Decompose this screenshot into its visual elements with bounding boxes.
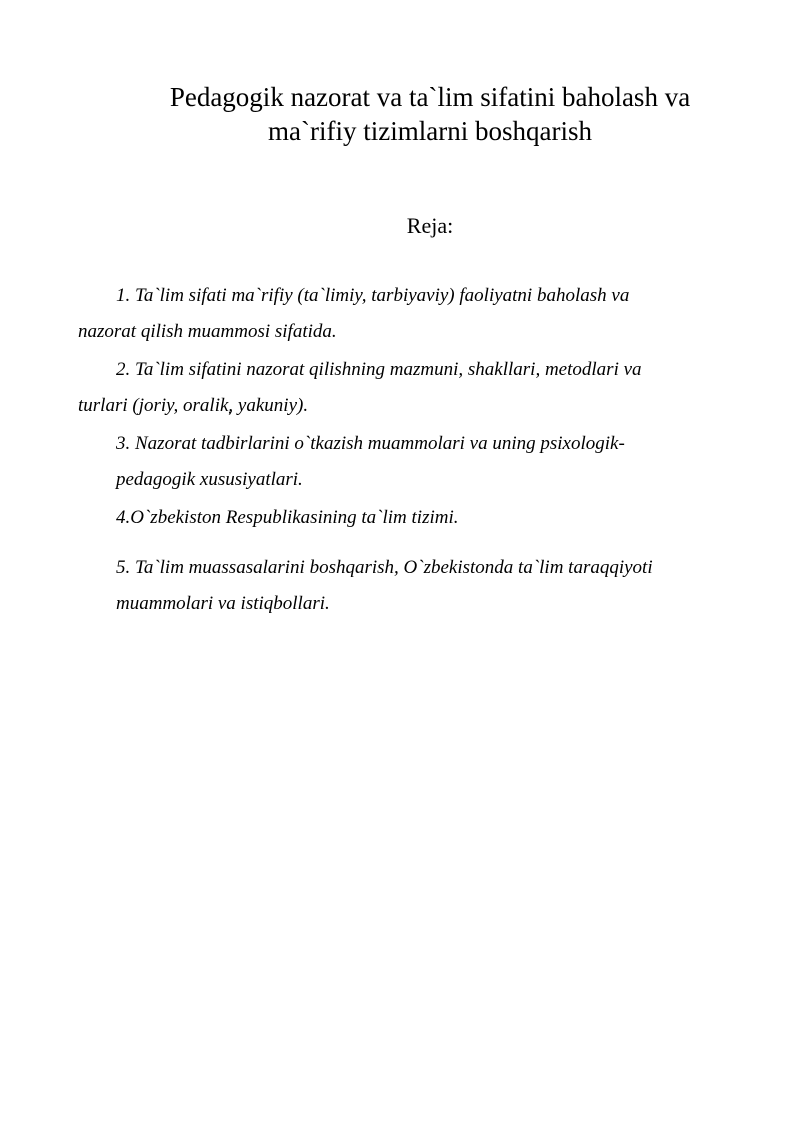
- plan-item-3-line-1: 3. Nazorat tadbirlarini o`tkazish muammolari va uning psixologik-: [116, 433, 625, 454]
- plan-item-1-line-2: nazorat qilish muammosi sifatida.: [78, 321, 337, 342]
- document-title-line-1: Pedagogik nazorat va ta`lim sifatini baholash va: [169, 82, 691, 112]
- plan-heading: Reja:: [406, 213, 454, 238]
- plan-item-4-line-1: 4.O`zbekiston Respublikasining ta`lim tizimi.: [116, 507, 459, 528]
- plan-item-5-line-2: muammolari va istiqbollari.: [116, 593, 330, 614]
- plan-item-3-line-2: pedagogik xususiyatlari.: [116, 469, 303, 490]
- document-title-line-2: ma`rifiy tizimlarni boshqarish: [268, 116, 592, 146]
- plan-item-2-line-1: 2. Ta`lim sifatini nazorat qilishning mazmuni, shakllari, metodlari va: [116, 359, 642, 380]
- plan-item-1-line-1: 1. Ta`lim sifati ma`rifiy (ta`limiy, tarbiyaviy) faoliyatni baholash va: [116, 285, 630, 306]
- plan-item-5-line-1: 5. Ta`lim muassasalarini boshqarish, O`zbekistonda ta`lim taraqqiyoti: [116, 557, 653, 578]
- plan-item-2-line-2: turlari (joriy, oralik̦, yakuniy).: [78, 395, 309, 416]
